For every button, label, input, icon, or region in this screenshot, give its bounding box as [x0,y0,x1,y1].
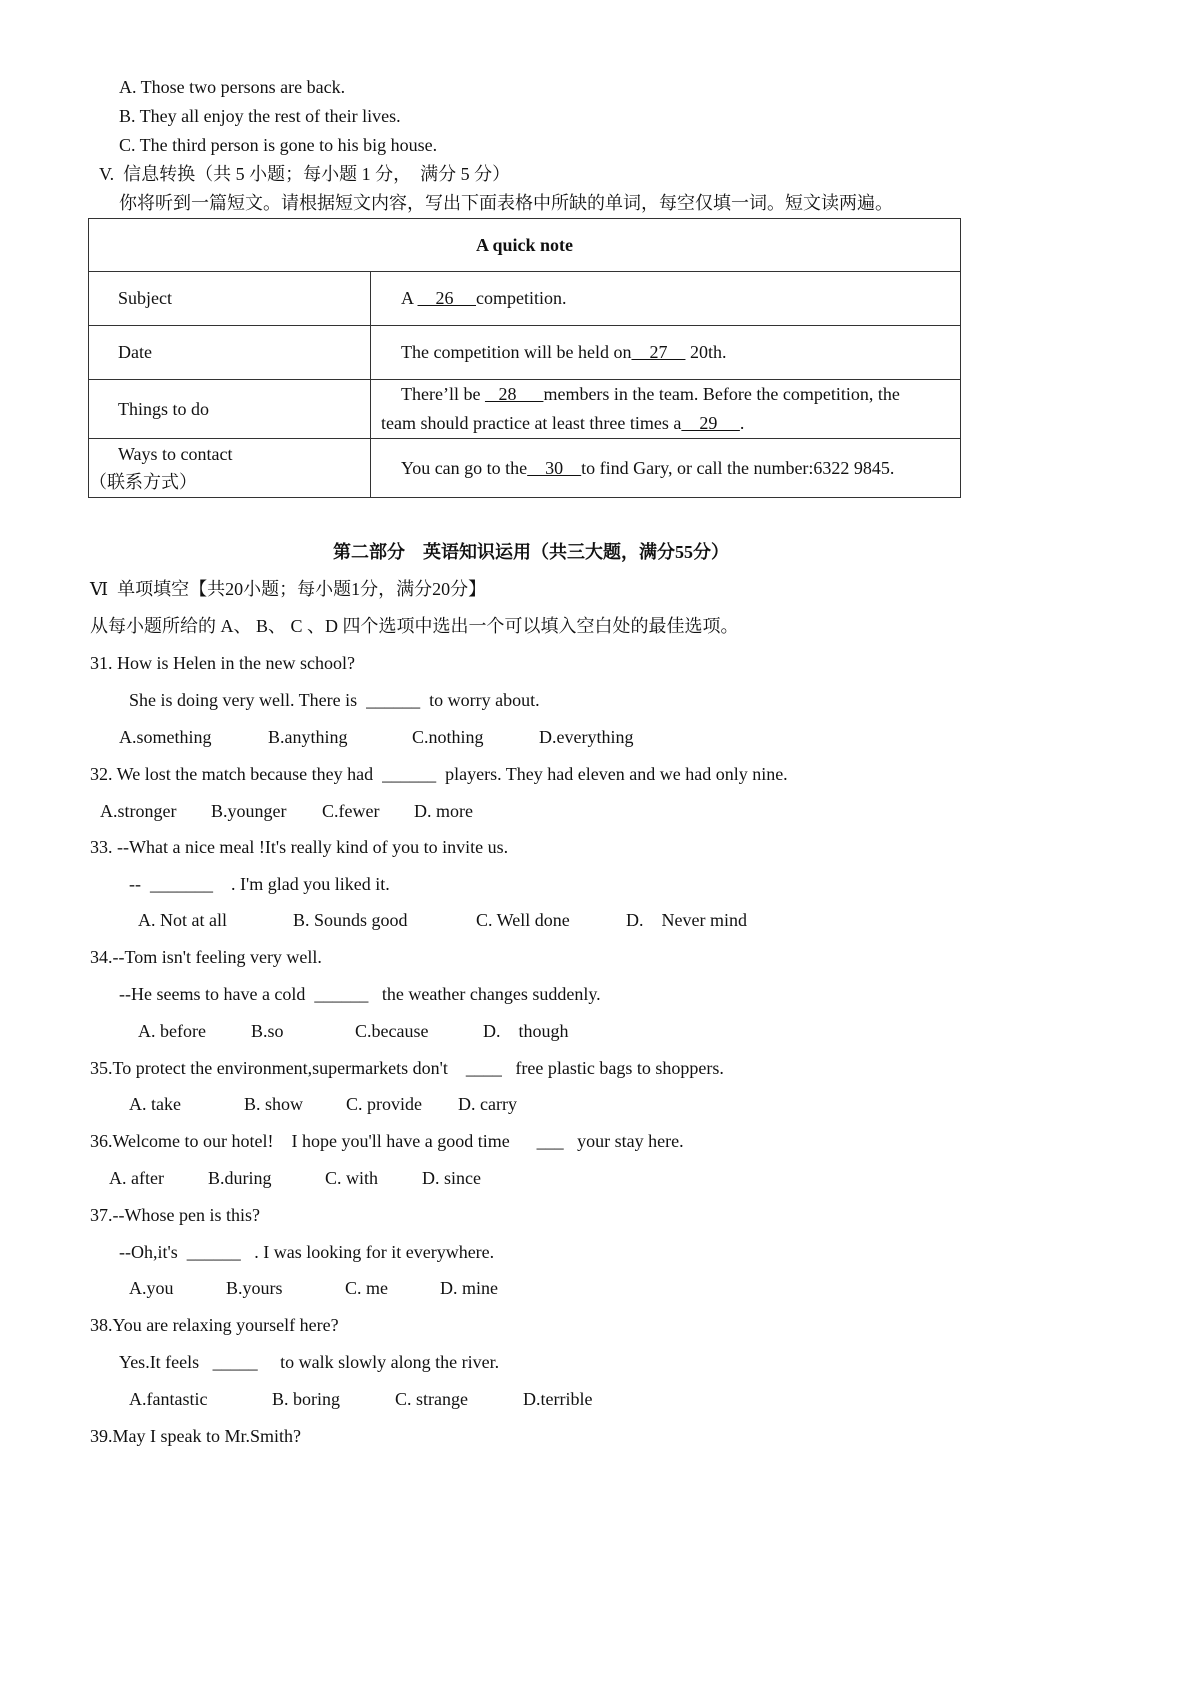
prev-option-b: B. They all enjoy the rest of their lives. [119,106,401,126]
row-label: Subject [89,272,371,326]
table-row [89,439,961,498]
question-38-line2: Yes.It feels _____ to walk slowly along the river. [119,1352,500,1372]
row-label: Things to do [89,380,371,439]
option-32-a: A.stronger [100,801,177,821]
section6-title: Ⅵ 单项填空【共20小题；每小题1分，满分20分】 [90,579,487,599]
quick-note-table [88,218,961,498]
option-31-a: A.something [119,727,212,747]
question-39: 39.May I speak to Mr.Smith? [90,1426,301,1446]
question-37-line2: --Oh,it's ______ . I was looking for it everywhere. [119,1242,495,1262]
option-34-a: A. before [138,1021,206,1041]
blank-27: 27 [631,342,686,362]
option-33-d: D. Never mind [626,910,747,930]
option-38-c: C. strange [395,1389,468,1409]
option-38-a: A.fantastic [129,1389,208,1409]
question-34-line2: --He seems to have a cold ______ the weather changes suddenly. [119,984,601,1004]
option-35-c: C. provide [346,1094,422,1114]
blank-28: 28 [484,384,544,404]
question-36: 36.Welcome to our hotel! I hope you'll have a good time ___ your stay here. [90,1131,684,1151]
option-33-b: B. Sounds good [293,910,408,930]
row-value: There’ll be 28 members in the team. Before the competition, the team should practice at least three times a 29 . [371,380,961,439]
question-38: 38.You are relaxing yourself here? [90,1315,339,1335]
option-32-b: B.younger [211,801,287,821]
option-38-d: D.terrible [523,1389,593,1409]
option-34-c: C.because [355,1021,429,1041]
option-37-d: D. mine [440,1278,498,1298]
part2-title: 第二部分 英语知识运用（共三大题，满分55分） [333,542,729,562]
row-value: The competition will be held on 27 20th. [371,326,961,380]
option-31-b: B.anything [268,727,348,747]
option-38-b: B. boring [272,1389,341,1409]
question-33: 33. --What a nice meal !It's really kind of you to invite us. [90,837,509,857]
option-35-a: A. take [129,1094,181,1114]
option-35-d: D. carry [458,1094,517,1114]
section5-title: V. 信息转换（共 5 小题；每小题 1 分， 满分 5 分） [99,164,511,184]
option-31-c: C.nothing [412,727,484,747]
option-32-c: C.fewer [322,801,380,821]
question-37: 37.--Whose pen is this? [90,1205,260,1225]
option-33-a: A. Not at all [138,910,227,930]
row-label: Ways to contact （联系方式） [89,439,371,498]
option-32-d: D. more [414,801,473,821]
option-37-c: C. me [345,1278,388,1298]
table-row [89,326,961,380]
option-34-b: B.so [251,1021,284,1041]
question-33-line2: -- _______ . I'm glad you liked it. [129,874,390,894]
prev-option-c: C. The third person is gone to his big house. [119,135,438,155]
row-value: A 26 competition. [371,272,961,326]
question-31-line2: She is doing very well. There is ______ to worry about. [129,690,540,710]
table-row [89,380,961,439]
question-34: 34.--Tom isn't feeling very well. [90,947,322,967]
option-36-b: B.during [208,1168,272,1188]
option-37-b: B.yours [226,1278,283,1298]
option-34-d: D. though [483,1021,569,1041]
option-31-d: D.everything [539,727,634,747]
option-35-b: B. show [244,1094,304,1114]
question-31: 31. How is Helen in the new school? [90,653,355,673]
row-value: You can go to the 30 to find Gary, or call the number:6322 9845. [371,439,961,498]
prev-option-a: A. Those two persons are back. [119,77,346,97]
option-36-a: A. after [109,1168,164,1188]
question-35: 35.To protect the environment,supermarkets don't ____ free plastic bags to shoppers. [90,1058,724,1078]
option-33-c: C. Well done [476,910,570,930]
table-row [89,272,961,326]
row-label: Date [89,326,371,380]
option-37-a: A.you [129,1278,174,1298]
section5-instruction: 你将听到一篇短文。请根据短文内容，写出下面表格中所缺的单词，每空仅填一词。短文读两遍。 [119,193,893,213]
blank-30: 30 [527,457,582,478]
question-32: 32. We lost the match because they had ______ players. They had eleven and we had only nine. [90,764,788,784]
option-36-d: D. since [422,1168,481,1188]
blank-29: 29 [681,413,740,433]
blank-26: 26 [417,288,477,308]
section6-instruction: 从每小题所给的 A、 B、 C 、D 四个选项中选出一个可以填入空白处的最佳选项。 [90,616,739,636]
table-title: A quick note [89,219,961,272]
option-36-c: C. with [325,1168,379,1188]
